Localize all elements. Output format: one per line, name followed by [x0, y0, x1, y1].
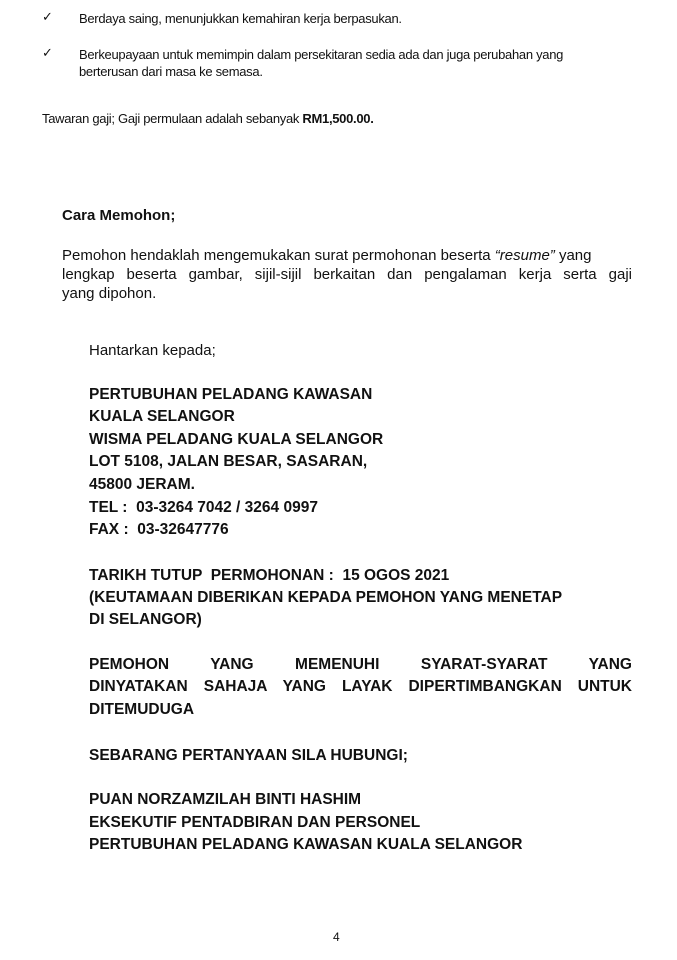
closing-note: (KEUTAMAAN DIBERIKAN KEPADA PEMOHON YANG MENETAP	[89, 589, 563, 606]
phone: TEL : 03-3264 7042 / 3264 0997	[89, 499, 318, 516]
text: Pemohon hendaklah mengemukakan surat permohonan beserta	[62, 247, 495, 264]
emphasis: “resume”	[494, 247, 555, 264]
address-line: WISMA PELADANG KUALA SELANGOR	[89, 431, 384, 448]
address-line: KUALA SELANGOR	[89, 408, 235, 425]
address-line: 45800 JERAM.	[89, 476, 195, 493]
enquiry-heading: SEBARANG PERTANYAAN SILA HUBUNGI;	[89, 747, 408, 764]
check-icon: ✓	[42, 46, 53, 61]
check-icon: ✓	[42, 10, 53, 25]
salary-offer	[42, 112, 374, 125]
text: yang	[554, 247, 592, 264]
contact-org: PERTUBUHAN PELADANG KAWASAN KUALA SELANGOR	[89, 836, 523, 853]
eligibility-line: PEMOHON YANG MEMENUHI SYARAT-SYARAT YANG	[89, 656, 632, 673]
page-number: 4	[333, 930, 340, 944]
eligibility-line: DITEMUDUGA	[89, 701, 195, 718]
bullet-text: Berdaya saing, menunjukkan kemahiran kerja berpasukan.	[79, 11, 402, 26]
address-line: PERTUBUHAN PELADANG KAWASAN	[89, 386, 373, 403]
eligibility-line: DINYATAKAN SAHAJA YANG LAYAK DIPERTIMBANGKAN UNTUK	[89, 678, 632, 695]
closing-note: DI SELANGOR)	[89, 611, 202, 628]
contact-name: PUAN NORZAMZILAH BINTI HASHIM	[89, 791, 362, 808]
salary-amount: RM1,500.00.	[302, 111, 374, 126]
salary-text: Tawaran gaji; Gaji permulaan adalah sebanyak	[42, 111, 303, 126]
contact-title: EKSEKUTIF PENTADBIRAN DAN PERSONEL	[89, 814, 421, 831]
paragraph-line	[62, 248, 632, 263]
bullet-text: berterusan dari masa ke semasa.	[79, 64, 263, 79]
section-heading: Cara Memohon;	[62, 207, 176, 224]
fax: FAX : 03-32647776	[89, 521, 229, 538]
address-line: LOT 5108, JALAN BESAR, SASARAN,	[89, 453, 368, 470]
bullet-text: Berkeupayaan untuk memimpin dalam persekitaran sedia ada dan juga perubahan yang	[79, 47, 564, 62]
paragraph-line: lengkap beserta gambar, sijil-sijil berkaitan dan pengalaman kerja serta gaji	[62, 266, 632, 283]
closing-date: TARIKH TUTUP PERMOHONAN : 15 OGOS 2021	[89, 567, 450, 584]
paragraph-line: yang dipohon.	[62, 285, 157, 302]
send-to-label: Hantarkan kepada;	[89, 342, 216, 359]
